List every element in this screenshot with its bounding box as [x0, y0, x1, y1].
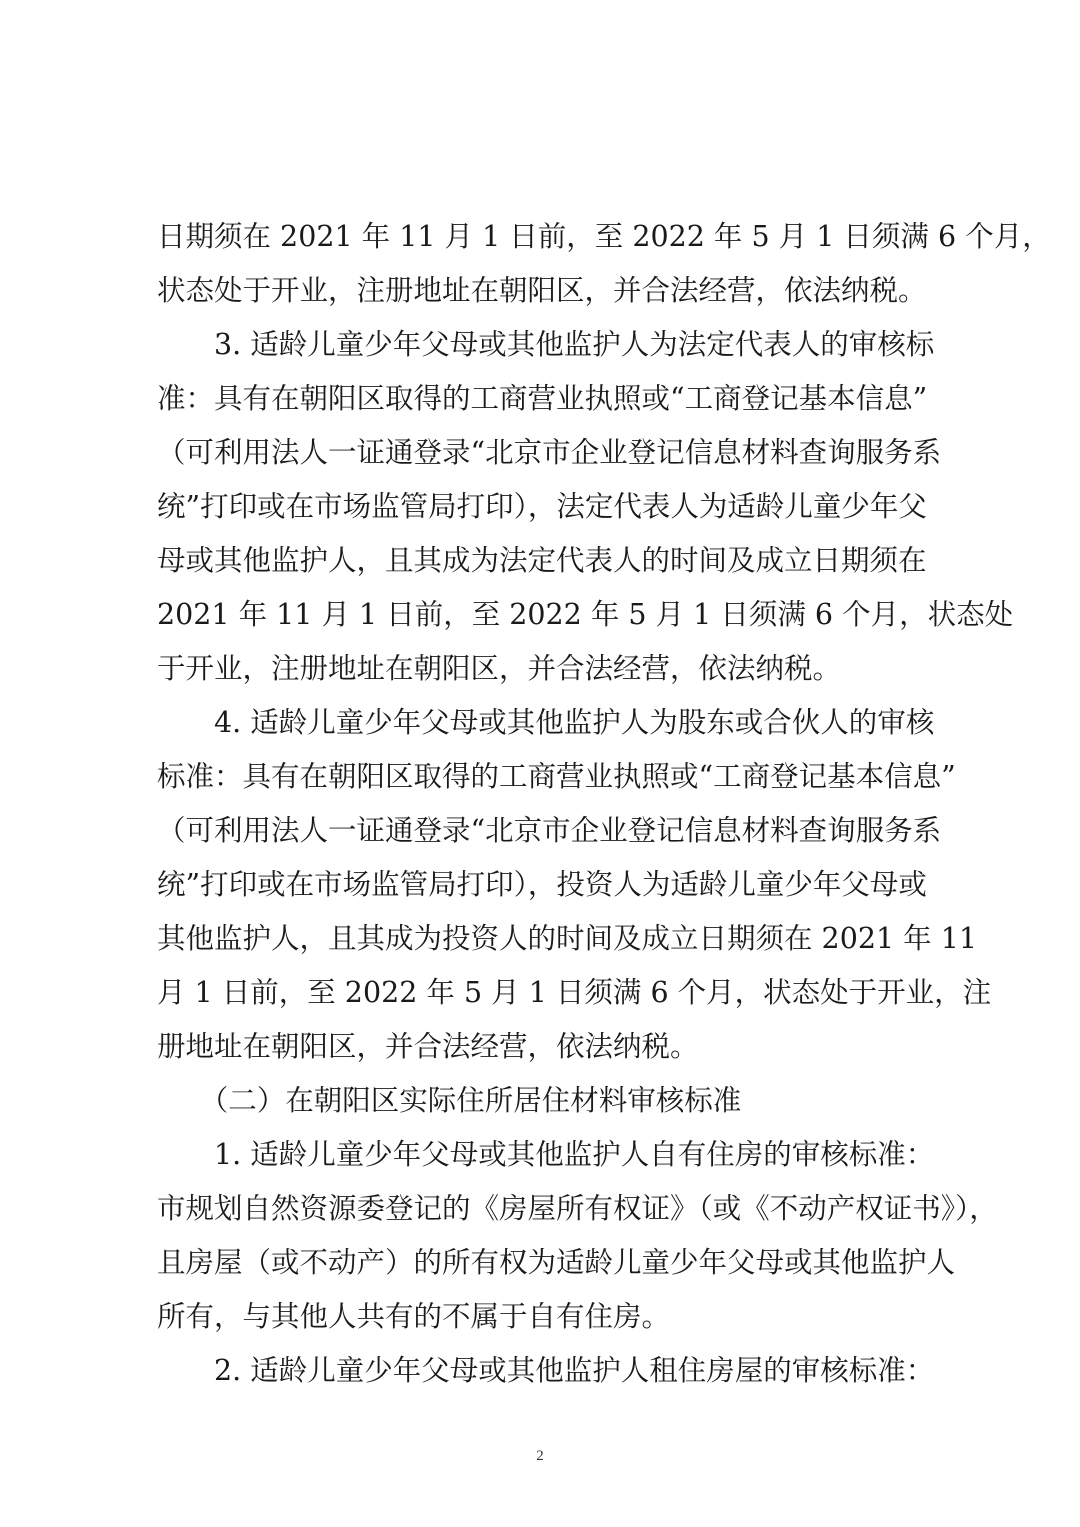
text-line: 于开业，注册地址在朝阳区，并合法经营，依法纳税。 — [157, 652, 842, 685]
text-line: 2021 年 11 月 1 日前，至 2022 年 5 月 1 日须满 6 个月，状态处 — [157, 598, 1014, 631]
text-line: 统”打印或在市场监管局打印），法定代表人为适龄儿童少年父 — [157, 490, 927, 523]
text-line: 市规划自然资源委登记的《房屋所有权证》（或《不动产权证书》）， — [157, 1192, 998, 1225]
section-heading: （二）在朝阳区实际住所居住材料审核标准 — [157, 1084, 742, 1117]
text-line: 标准：具有在朝阳区取得的工商营业执照或“工商登记基本信息” — [157, 760, 956, 793]
text-line: 册地址在朝阳区，并合法经营，依法纳税。 — [157, 1030, 699, 1063]
text-line: 4. 适龄儿童少年父母或其他监护人为股东或合伙人的审核 — [157, 706, 935, 739]
text-line: 日期须在 2021 年 11 月 1 日前，至 2022 年 5 月 1 日须满 6 个月， — [157, 220, 1051, 253]
text-line: 统”打印或在市场监管局打印），投资人为适龄儿童少年父母或 — [157, 868, 927, 901]
text-line: 其他监护人，且其成为投资人的时间及成立日期须在 2021 年 11 — [157, 922, 977, 955]
text-line: 月 1 日前，至 2022 年 5 月 1 日须满 6 个月，状态处于开业，注 — [157, 976, 992, 1009]
text-line: 1. 适龄儿童少年父母或其他监护人自有住房的审核标准： — [157, 1138, 935, 1171]
page-number: 2 — [536, 1448, 544, 1464]
document-body — [157, 210, 1051, 1398]
text-line: 所有，与其他人共有的不属于自有住房。 — [157, 1300, 671, 1333]
text-line: 2. 适龄儿童少年父母或其他监护人租住房屋的审核标准： — [157, 1354, 935, 1387]
text-line: 状态处于开业，注册地址在朝阳区，并合法经营，依法纳税。 — [157, 274, 927, 307]
text-line: 准：具有在朝阳区取得的工商营业执照或“工商登记基本信息” — [157, 382, 928, 415]
text-line: （可利用法人一证通登录“北京市企业登记信息材料查询服务系 — [157, 436, 942, 469]
text-line: 且房屋（或不动产）的所有权为适龄儿童少年父母或其他监护人 — [157, 1246, 956, 1279]
text-line: 母或其他监护人，且其成为法定代表人的时间及成立日期须在 — [157, 544, 927, 577]
text-line: （可利用法人一证通登录“北京市企业登记信息材料查询服务系 — [157, 814, 942, 847]
text-line: 3. 适龄儿童少年父母或其他监护人为法定代表人的审核标 — [157, 328, 935, 361]
